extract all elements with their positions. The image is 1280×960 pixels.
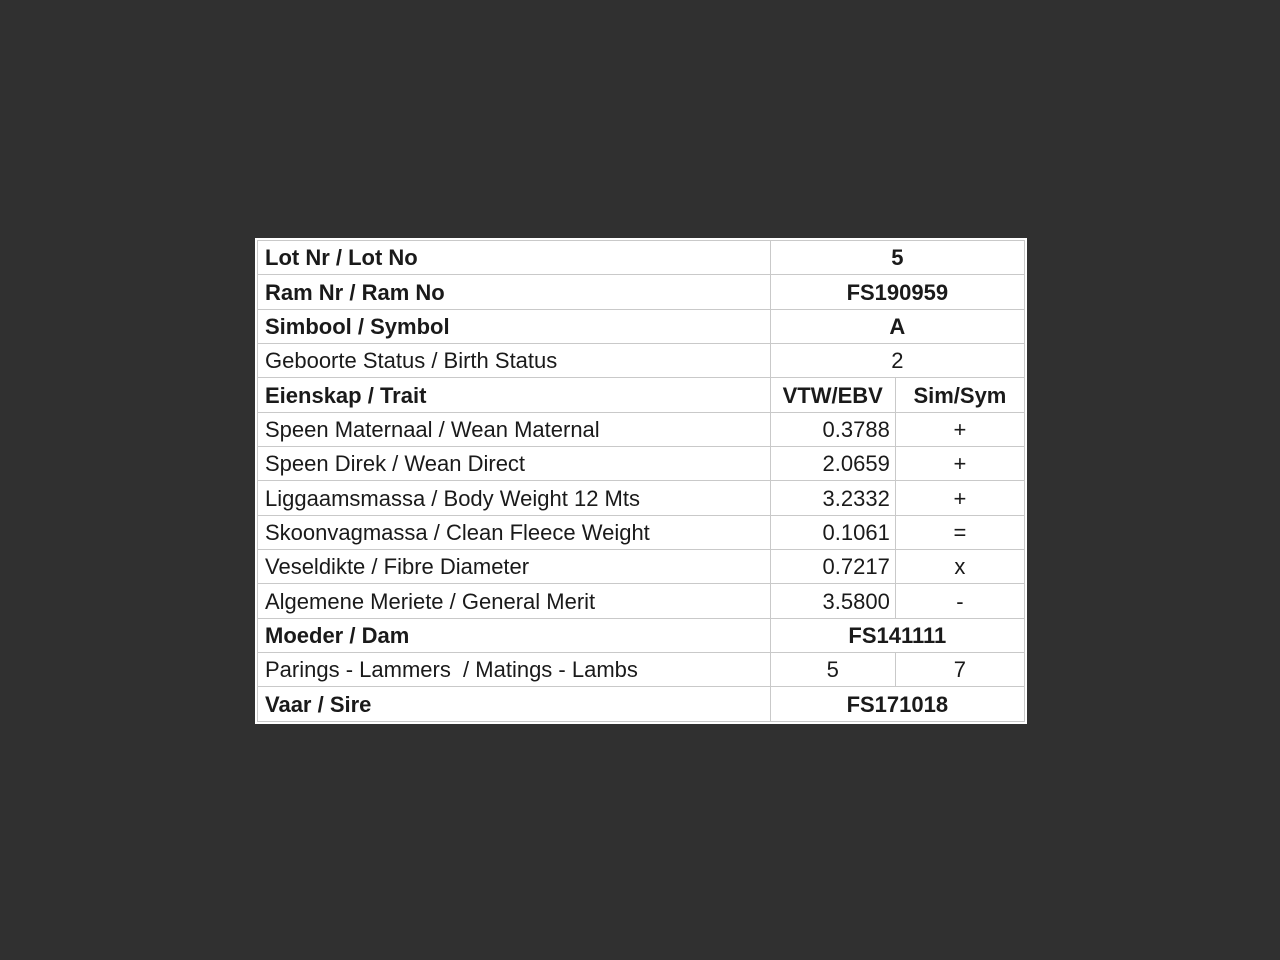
trait-header-label: Eienskap / Trait: [258, 378, 771, 412]
trait-ebv: 3.5800: [770, 584, 895, 618]
trait-label: Speen Maternaal / Wean Maternal: [258, 412, 771, 446]
trait-symbol: =: [895, 515, 1024, 549]
matings-count: 5: [770, 653, 895, 687]
sire-value: FS171018: [770, 687, 1024, 722]
dam-label: Moeder / Dam: [258, 618, 771, 652]
trait-row: [258, 481, 1025, 515]
ebv-header: VTW/EBV: [770, 378, 895, 412]
trait-row: [258, 447, 1025, 481]
trait-symbol: -: [895, 584, 1024, 618]
trait-ebv: 0.7217: [770, 550, 895, 584]
trait-row: [258, 515, 1025, 549]
lambs-count: 7: [895, 653, 1024, 687]
trait-label: Liggaamsmassa / Body Weight 12 Mts: [258, 481, 771, 515]
birth-status-label: Geboorte Status / Birth Status: [258, 344, 771, 378]
trait-row: [258, 584, 1025, 618]
symbol-header: Sim/Sym: [895, 378, 1024, 412]
dam-row: [258, 618, 1025, 652]
trait-label: Speen Direk / Wean Direct: [258, 447, 771, 481]
dam-value: FS141111: [770, 618, 1024, 652]
symbol-row: [258, 309, 1025, 343]
matings-row: [258, 653, 1025, 687]
trait-symbol: +: [895, 412, 1024, 446]
birth-status-row: [258, 344, 1025, 378]
ram-row: [258, 275, 1025, 309]
trait-symbol: +: [895, 447, 1024, 481]
lot-row: [258, 241, 1025, 275]
trait-header-row: [258, 378, 1025, 412]
trait-label: Skoonvagmassa / Clean Fleece Weight: [258, 515, 771, 549]
ram-info-sheet: [255, 238, 1027, 724]
sire-row: [258, 687, 1025, 722]
ram-value: FS190959: [770, 275, 1024, 309]
trait-symbol: x: [895, 550, 1024, 584]
trait-ebv: 2.0659: [770, 447, 895, 481]
birth-status-value: 2: [770, 344, 1024, 378]
symbol-label: Simbool / Symbol: [258, 309, 771, 343]
trait-ebv: 0.1061: [770, 515, 895, 549]
trait-ebv: 0.3788: [770, 412, 895, 446]
lot-value: 5: [770, 241, 1024, 275]
symbol-value: A: [770, 309, 1024, 343]
ram-label: Ram Nr / Ram No: [258, 275, 771, 309]
matings-label: Parings - Lammers / Matings - Lambs: [258, 653, 771, 687]
lot-label: Lot Nr / Lot No: [258, 241, 771, 275]
ram-info-table: [257, 240, 1025, 722]
trait-row: [258, 550, 1025, 584]
trait-row: [258, 412, 1025, 446]
trait-label: Algemene Meriete / General Merit: [258, 584, 771, 618]
sire-label: Vaar / Sire: [258, 687, 771, 722]
trait-label: Veseldikte / Fibre Diameter: [258, 550, 771, 584]
trait-symbol: +: [895, 481, 1024, 515]
trait-ebv: 3.2332: [770, 481, 895, 515]
